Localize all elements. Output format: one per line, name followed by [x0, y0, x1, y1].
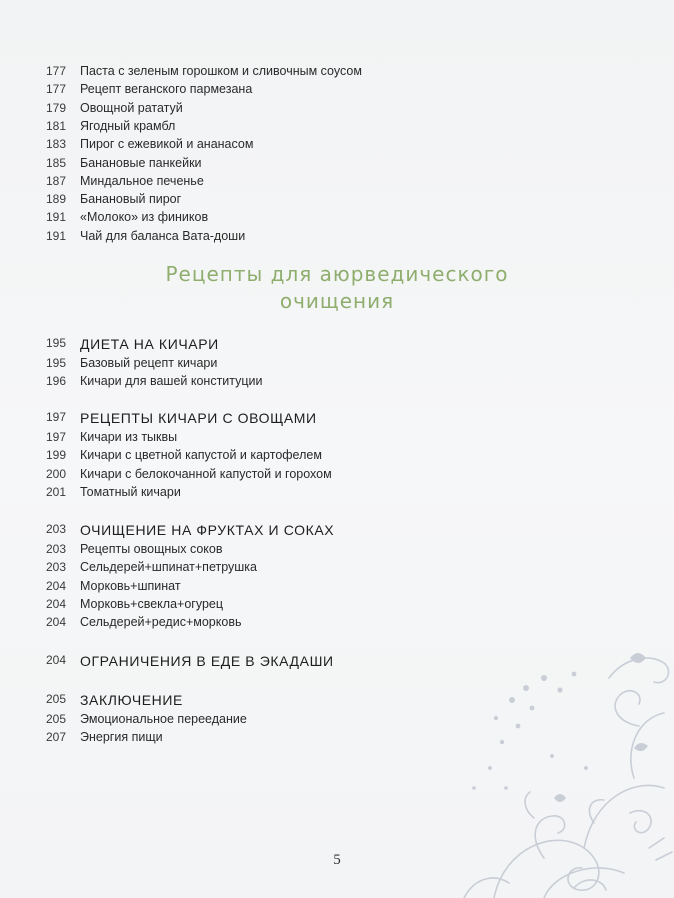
toc-entry-title: Чай для баланса Вата-доши — [80, 228, 246, 243]
toc-entry-title: Рецепты овощных соков — [80, 542, 223, 556]
toc-page-number: 181 — [46, 118, 67, 133]
toc-page-number: 197 — [46, 410, 67, 424]
toc-page-number: 195 — [46, 356, 67, 370]
toc-entry-title: Томатный кичари — [80, 484, 181, 499]
toc-page-number: 185 — [46, 155, 67, 170]
toc-page-number: 207 — [46, 730, 67, 745]
toc-page-number: 177 — [46, 82, 67, 97]
toc-page-number: 204 — [46, 653, 67, 667]
toc-page-number: 200 — [46, 466, 67, 481]
toc-entry-title: Кичари из тыквы — [80, 430, 178, 444]
toc-entry-title: «Молоко» из фиников — [80, 210, 209, 225]
toc-page-number: 179 — [46, 100, 67, 115]
toc-page-number: 204 — [46, 615, 67, 630]
toc-page-number: 204 — [46, 596, 67, 611]
toc-entry-title: Паста с зеленым горошком и сливочным соусом — [80, 64, 362, 78]
toc-page-number: 191 — [46, 228, 67, 243]
section-heading-line2: очищения — [279, 289, 395, 313]
toc-entry-title: Энергия пищи — [80, 730, 163, 745]
toc-page-number: 205 — [46, 712, 67, 726]
toc-entry-title: Овощной рататуй — [80, 100, 183, 115]
toc-page-number: 191 — [46, 210, 67, 225]
toc-entry-title: Эмоциональное переедание — [80, 712, 247, 726]
toc-page-number: 199 — [46, 448, 67, 463]
toc-entry-title: Банановые панкейки — [80, 155, 202, 170]
toc-entry-title: Сельдерей+редис+морковь — [80, 615, 242, 630]
toc-entry-title: Кичари с цветной капустой и картофелем — [80, 448, 322, 463]
toc-entry-title: Ягодный крамбл — [80, 118, 176, 133]
toc-entry-title: Кичари для вашей конституции — [80, 374, 263, 389]
toc-page-number: 196 — [46, 374, 67, 389]
toc-page-number: 177 — [46, 64, 67, 78]
toc-entry-title: Пирог с ежевикой и ананасом — [80, 137, 254, 152]
toc-section-title: ЗАКЛЮЧЕНИЕ — [80, 692, 183, 708]
toc-page-number: 203 — [46, 560, 67, 575]
toc-page-number: 197 — [46, 430, 67, 444]
toc-page-number: 201 — [46, 484, 67, 499]
toc-section-title: ОГРАНИЧЕНИЯ В ЕДЕ В ЭКАДАШИ — [80, 653, 334, 669]
toc-page-number: 189 — [46, 192, 67, 207]
toc-entry-title: Морковь+свекла+огурец — [80, 596, 224, 611]
toc-entry-title: Миндальное печенье — [80, 173, 204, 188]
toc-page-number: 195 — [46, 336, 67, 350]
toc-page-number: 203 — [46, 522, 67, 536]
toc-page-number: 203 — [46, 542, 67, 556]
toc-page-number: 183 — [46, 137, 67, 152]
toc-section-title: ОЧИЩЕНИЕ НА ФРУКТАХ И СОКАХ — [80, 522, 335, 538]
toc-section-title: РЕЦЕПТЫ КИЧАРИ С ОВОЩАМИ — [80, 410, 317, 426]
toc-entry-title: Морковь+шпинат — [80, 578, 181, 593]
floral-swirl-ornament-icon — [434, 638, 674, 898]
toc-section-title: ДИЕТА НА КИЧАРИ — [80, 336, 219, 352]
toc-page-number: 204 — [46, 578, 67, 593]
toc-entry-title: Кичари с белокочанной капустой и горохом — [80, 466, 332, 481]
toc-entry-title: Базовый рецепт кичари — [80, 356, 218, 370]
toc-entry-title: Рецепт веганского пармезана — [80, 82, 253, 97]
section-heading-line1: Рецепты для аюрведического — [165, 262, 509, 286]
toc-page-number: 205 — [46, 692, 67, 706]
page-number: 5 — [333, 852, 341, 868]
toc-entry-title: Сельдерей+шпинат+петрушка — [80, 560, 258, 575]
toc-entry-title: Банановый пирог — [80, 192, 182, 207]
toc-page-number: 187 — [46, 173, 67, 188]
